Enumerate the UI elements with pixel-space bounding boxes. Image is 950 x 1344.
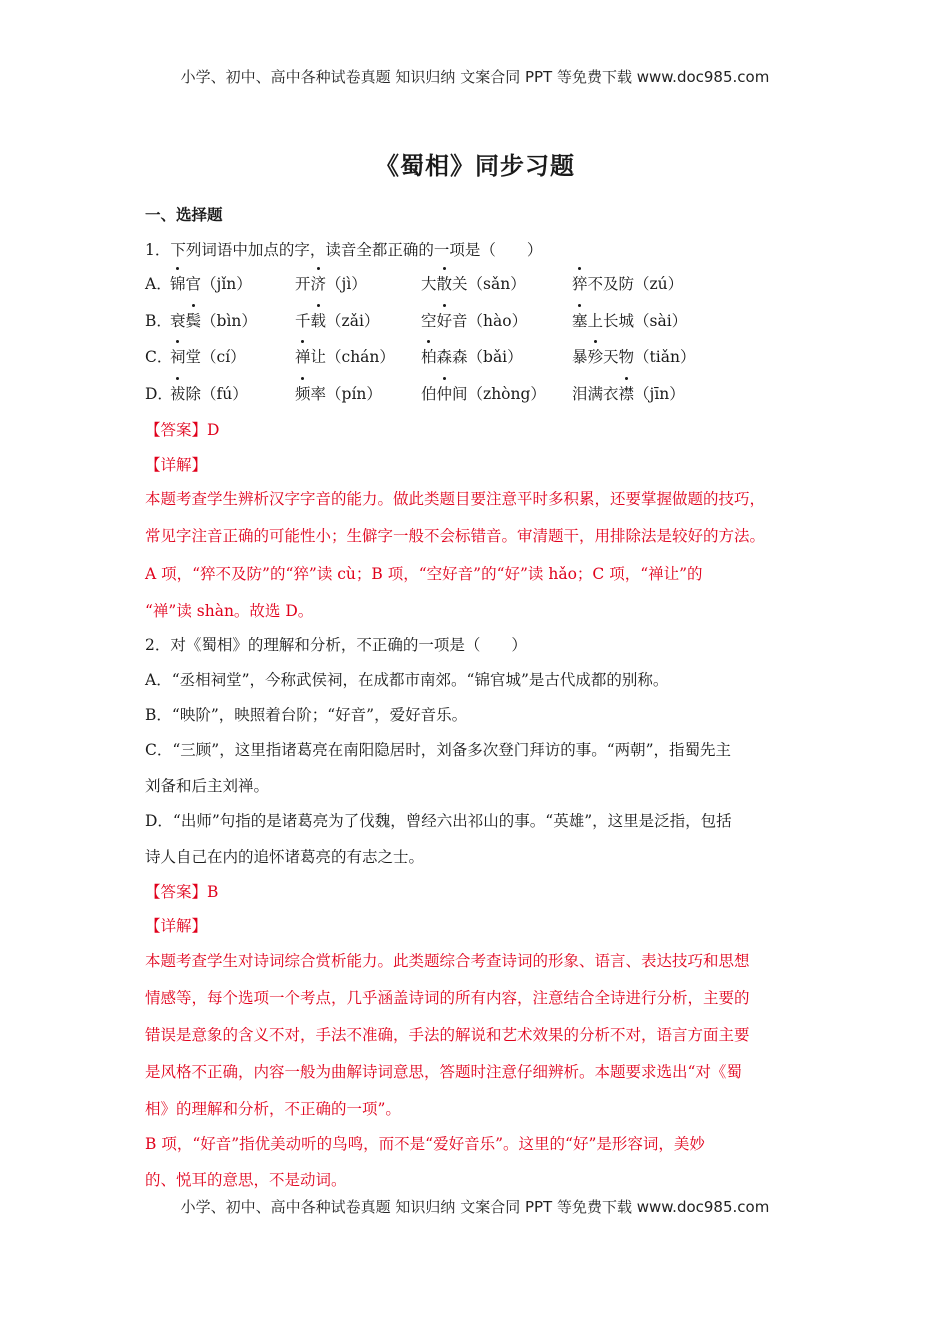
page-header: 小学、初中、高中各种试卷真题 知识归纳 文案合同 PPT 等免费下载 www.doc985.com bbox=[180, 68, 770, 86]
q2-option-line: C．“三顾”，这里指诸葛亮在南阳隐居时，刘备多次登门拜访的事。“两朝”，指蜀先主 bbox=[145, 741, 732, 759]
option-item: 大散关（sǎn） bbox=[421, 272, 526, 294]
option-item: 频率（pín） bbox=[295, 382, 382, 404]
q1-answer: 【答案】D bbox=[145, 421, 220, 439]
q2-explanation-line: 情感等，每个选项一个考点，几乎涵盖诗词的所有内容，注意结合全诗进行分析，主要的 bbox=[145, 989, 750, 1007]
option-item: 暴殄天物（tiǎn） bbox=[572, 345, 695, 367]
q1-explanation-line: 本题考查学生辨析汉字字音的能力。做此类题目要注意平时多积累，还要掌握做题的技巧， bbox=[145, 490, 766, 508]
section-heading: 一、选择题 bbox=[145, 205, 223, 224]
option-label: D． bbox=[145, 385, 173, 403]
q2-option-line: 刘备和后主刘禅。 bbox=[145, 777, 270, 795]
q2-option-line: 诗人自己在内的追怀诸葛亮的有志之士。 bbox=[145, 848, 425, 866]
q2-explanation-line: 是风格不正确，内容一般为曲解诗词意思，答题时注意仔细辨析。本题要求选出“对《蜀 bbox=[145, 1063, 742, 1081]
q2-explanation-line: 错误是意象的含义不对，手法不准确，手法的解说和艺术效果的分析不对，语言方面主要 bbox=[145, 1026, 750, 1044]
option-item: 祠堂（cí） bbox=[170, 345, 246, 367]
q1-detail-label: 【详解】 bbox=[145, 456, 208, 474]
q2-explanation-line: 相》的理解和分析，不正确的一项”。 bbox=[145, 1100, 401, 1118]
question-2-stem: 2．对《蜀相》的理解和分析，不正确的一项是（ ） bbox=[145, 636, 527, 654]
option-label: A． bbox=[145, 275, 172, 293]
option-item: 禅让（chán） bbox=[295, 345, 395, 367]
q2-explanation-line: 的、悦耳的意思，不是动词。 bbox=[145, 1171, 347, 1189]
q2-explanation-line: 本题考查学生对诗词综合赏析能力。此类题综合考查诗词的形象、语言、表达技巧和思想 bbox=[145, 952, 750, 970]
question-1-stem: 1．下列词语中加点的字，读音全都正确的一项是（ ） bbox=[145, 241, 543, 259]
q1-explanation-line: “禅”读 shàn。故选 D。 bbox=[145, 602, 314, 620]
q2-detail-label: 【详解】 bbox=[145, 917, 208, 935]
page-title: 《蜀相》同步习题 bbox=[375, 151, 575, 180]
option-item: 泪满衣襟（jīn） bbox=[572, 382, 685, 404]
option-item: 衰鬓（bìn） bbox=[170, 309, 257, 331]
q2-option-line: A．“丞相祠堂”，今称武侯祠，在成都市南郊。“锦官城”是古代成都的别称。 bbox=[145, 671, 669, 689]
option-item: 锦官（jǐn） bbox=[170, 272, 252, 294]
option-item: 塞上长城（sài） bbox=[572, 309, 687, 331]
option-item: 开济（jì） bbox=[295, 272, 367, 294]
page-footer: 小学、初中、高中各种试卷真题 知识归纳 文案合同 PPT 等免费下载 www.doc985.com bbox=[180, 1198, 770, 1216]
option-label: B． bbox=[145, 312, 172, 330]
option-label: C． bbox=[145, 348, 173, 366]
q2-option-line: B．“映阶”，映照着台阶；“好音”，爱好音乐。 bbox=[145, 706, 468, 724]
q2-explanation-line: B 项，“好音”指优美动听的鸟鸣，而不是“爱好音乐”。这里的“好”是形容词，美妙 bbox=[145, 1135, 705, 1153]
q2-answer: 【答案】B bbox=[145, 883, 219, 901]
option-item: 柏森森（bǎi） bbox=[421, 345, 523, 367]
q1-explanation-line: 常见字注音正确的可能性小；生僻字一般不会标错音。审清题干，用排除法是较好的方法。 bbox=[145, 527, 766, 545]
q2-option-line: D．“出师”句指的是诸葛亮为了伐魏，曾经六出祁山的事。“英雄”，这里是泛指，包括 bbox=[145, 812, 732, 830]
option-item: 伯仲间（zhòng） bbox=[421, 382, 546, 404]
option-item: 千载（zǎi） bbox=[295, 309, 379, 331]
q1-explanation-line: A 项，“猝不及防”的“猝”读 cù；B 项，“空好音”的“好”读 hǎo；C 项，“禅让”的 bbox=[145, 565, 703, 583]
option-item: 猝不及防（zú） bbox=[572, 272, 683, 294]
option-item: 空好音（hào） bbox=[421, 309, 527, 331]
option-item: 袚除（fú） bbox=[170, 382, 248, 404]
